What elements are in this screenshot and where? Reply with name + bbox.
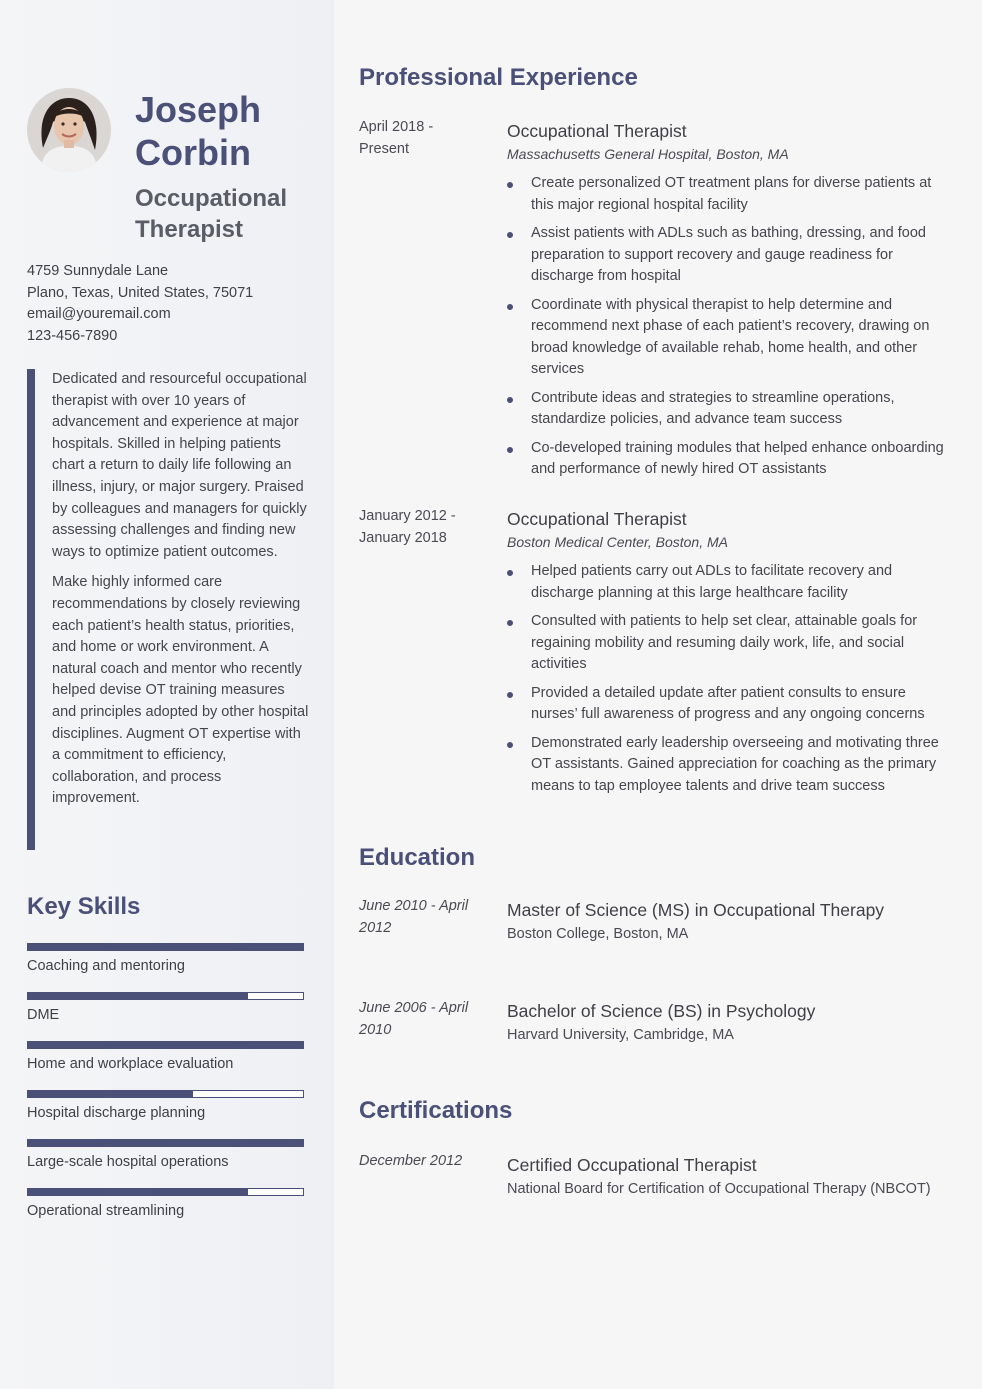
job-entry [507,120,952,488]
main-content [334,0,982,1389]
phone-number: 123-456-7890 [27,327,118,344]
education-degree: Bachelor of Science (BS) in Psychology [507,1001,816,1021]
skill-label: Hospital discharge planning [27,1105,206,1121]
skill-bar-fill [28,993,248,999]
experience-heading: Professional Experience [359,64,638,91]
skill-bar [27,992,304,1000]
skill-bar-fill [28,1042,303,1048]
education-entry [507,899,952,942]
candidate-name [135,88,325,174]
job-bullets [507,561,952,797]
skill-label: DME [27,1007,60,1023]
job-bullet: Provided a detailed update after patient consults to ensure nurses’ full awareness of progress and any ongoing concerns [507,683,952,726]
job-employer: Boston Medical Center, Boston, MA [507,534,728,550]
avatar [27,88,111,172]
skill-label: Operational streamlining [27,1203,185,1219]
first-name: Joseph [135,89,262,130]
skill-item [27,1188,304,1219]
education-entry [507,1000,952,1043]
job-bullet: Co-developed training modules that helped enhance onboarding and performance of newly hired OT assistants [507,438,952,481]
job-bullet: Consulted with patients to help set clear, attainable goals for regaining mobility and resuming daily work, life, and social activities [507,611,952,676]
sidebar [0,0,334,1389]
summary-paragraph: Dedicated and resourceful occupational therapist with over 10 years of advancement and experience at major hospitals. Skilled in helping patients chart a return to daily life following an illness, injury, or major surgery. Praised by colleagues and managers for quickly assessing challenges and finding new ways to optimize patient outcomes. [52,371,307,560]
job-title [135,183,325,245]
job-date [359,117,479,160]
education-date [359,998,479,1041]
job-date [359,506,479,549]
skill-label: Home and workplace evaluation [27,1056,234,1072]
job-bullet: Contribute ideas and strategies to streamline operations, standardize policies, and advance team success [507,388,952,431]
education-date-line2: 2010 [359,1021,392,1038]
skill-item [27,943,304,974]
certification-name: Certified Occupational Therapist [507,1155,757,1175]
skill-item [27,1041,304,1072]
skills-heading: Key Skills [27,893,141,920]
certification-issuer: National Board for Certification of Occupational Therapy (NBCOT) [507,1181,931,1197]
certification-entry [507,1154,952,1197]
job-title-line1: Occupational [135,185,288,212]
skill-bar-fill [28,1140,303,1146]
job-bullets [507,173,952,481]
summary-paragraph: Make highly informed care recommendations by closely reviewing each patient’s health status, priorities, and home or work environment. A natural coach and mentor who recently helped devise OT training measures and principles adopted by other hospital disciplines. Augment OT expertise with a commitment to efficiency, collaboration, and process improvement. [52,574,309,807]
summary-block [27,369,312,850]
skill-bar-fill [28,944,303,950]
address-line1: 4759 Sunnydale Lane [27,263,169,279]
job-date-end: Present [359,140,409,157]
job-employer: Massachusetts General Hospital, Boston, MA [507,146,789,162]
education-school: Harvard University, Cambridge, MA [507,1027,734,1043]
skill-item [27,1139,304,1170]
skill-label: Large-scale hospital operations [27,1154,229,1170]
job-position: Occupational Therapist [507,509,687,529]
skill-item [27,1090,304,1121]
contact-info [27,261,327,347]
education-date [359,896,479,939]
skill-bar [27,1090,304,1098]
skill-label: Coaching and mentoring [27,958,185,974]
job-date-start: April 2018 - [359,119,434,135]
job-bullet: Coordinate with physical therapist to help determine and recommend next phase of each patient’s recovery, drawing on broad knowledge of available rehab, home health, and other services [507,295,952,381]
job-bullet: Assist patients with ADLs such as bathing, dressing, and food preparation to support recovery and gauge readiness for discharge from hospital [507,223,952,288]
job-position: Occupational Therapist [507,121,687,141]
education-school: Boston College, Boston, MA [507,926,689,942]
skill-bar-fill [28,1189,248,1195]
education-date-line2: 2012 [359,919,392,936]
skill-bar [27,1041,304,1049]
skill-bar [27,943,304,951]
job-bullet: Helped patients carry out ADLs to facilitate recovery and discharge planning at this large healthcare facility [507,561,952,604]
job-date-start: January 2012 - [359,508,456,524]
education-date-line1: June 2006 - April [359,1000,469,1016]
education-degree: Master of Science (MS) in Occupational Therapy [507,900,885,920]
education-date-line1: June 2010 - April [359,898,469,914]
certification-date: December 2012 [359,1153,463,1169]
avatar-portrait-icon [27,88,111,172]
email-link[interactable]: email@youremail.com [27,306,171,322]
job-entry [507,508,952,804]
job-bullet: Create personalized OT treatment plans for diverse patients at this major regional hospital facility [507,173,952,216]
address-line2: Plano, Texas, United States, 75071 [27,284,254,301]
skill-item [27,992,304,1023]
last-name: Corbin [135,132,251,173]
skill-bar [27,1139,304,1147]
skill-bar-fill [28,1091,193,1097]
education-heading: Education [359,844,476,871]
job-date-end: January 2018 [359,529,447,546]
job-title-line2: Therapist [135,216,244,243]
job-bullet: Demonstrated early leadership overseeing and motivating three OT assistants. Gained appreciation for coaching as the primary means to tap employee talents and drive team success [507,733,952,798]
skill-bar [27,1188,304,1196]
certifications-heading: Certifications [359,1097,513,1124]
